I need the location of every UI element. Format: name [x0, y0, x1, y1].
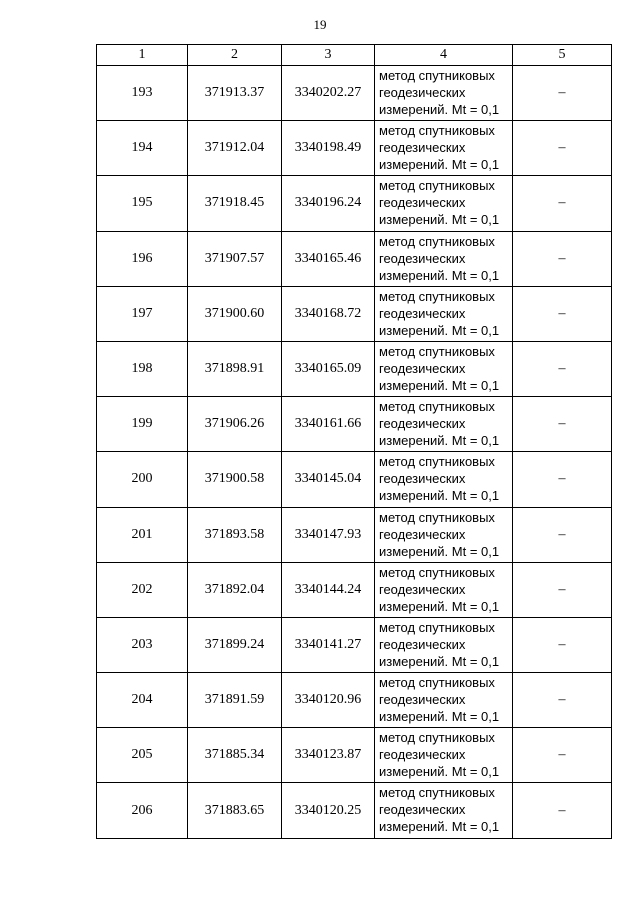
header-col-4: 4: [375, 45, 513, 66]
method-line: измерений. Mt = 0,1: [379, 433, 500, 449]
y-coordinate-cell: 3340123.87: [282, 728, 375, 783]
method-cell: [375, 231, 513, 286]
y-coordinate-cell: 3340196.24: [282, 176, 375, 231]
method-line: измерений. Mt = 0,1: [379, 267, 500, 283]
method-line: измерений. Mt = 0,1: [379, 322, 500, 338]
point-number-cell: 201: [97, 507, 188, 562]
x-coordinate-cell: 371891.59: [188, 673, 282, 728]
method-line: измерений. Mt = 0,1: [379, 819, 500, 835]
table-row: [97, 673, 612, 728]
method-cell: [375, 452, 513, 507]
table-row: [97, 783, 612, 838]
note-cell: –: [513, 176, 612, 231]
method-line: геодезических: [379, 526, 466, 542]
table-row: [97, 562, 612, 617]
note-cell: –: [513, 286, 612, 341]
method-line: метод спутниковых: [379, 785, 495, 801]
point-number-cell: 197: [97, 286, 188, 341]
x-coordinate-cell: 371898.91: [188, 341, 282, 396]
x-coordinate-cell: 371906.26: [188, 397, 282, 452]
point-number-cell: 199: [97, 397, 188, 452]
method-line: метод спутниковых: [379, 509, 495, 525]
method-line: метод спутниковых: [379, 233, 495, 249]
method-cell: [375, 176, 513, 231]
method-line: метод спутниковых: [379, 730, 495, 746]
y-coordinate-cell: 3340144.24: [282, 562, 375, 617]
method-line: измерений. Mt = 0,1: [379, 377, 500, 393]
y-coordinate-cell: 3340198.49: [282, 121, 375, 176]
method-line: измерений. Mt = 0,1: [379, 212, 500, 228]
y-coordinate-cell: 3340120.96: [282, 673, 375, 728]
y-coordinate-cell: 3340141.27: [282, 617, 375, 672]
table-row: [97, 176, 612, 231]
table-header-row: [97, 45, 612, 66]
y-coordinate-cell: 3340147.93: [282, 507, 375, 562]
method-line: измерений. Mt = 0,1: [379, 709, 500, 725]
x-coordinate-cell: 371885.34: [188, 728, 282, 783]
point-number-cell: 200: [97, 452, 188, 507]
method-line: геодезических: [379, 305, 466, 321]
header-col-1: 1: [97, 45, 188, 66]
method-line: метод спутниковых: [379, 564, 495, 580]
note-cell: –: [513, 231, 612, 286]
x-coordinate-cell: 371893.58: [188, 507, 282, 562]
method-line: измерений. Mt = 0,1: [379, 488, 500, 504]
method-line: геодезических: [379, 140, 466, 156]
table-row: [97, 452, 612, 507]
method-cell: [375, 397, 513, 452]
x-coordinate-cell: 371912.04: [188, 121, 282, 176]
method-line: геодезических: [379, 692, 466, 708]
method-line: измерений. Mt = 0,1: [379, 598, 500, 614]
y-coordinate-cell: 3340120.25: [282, 783, 375, 838]
y-coordinate-cell: 3340145.04: [282, 452, 375, 507]
method-line: геодезических: [379, 471, 466, 487]
method-line: метод спутниковых: [379, 454, 495, 470]
table-row: [97, 341, 612, 396]
method-cell: [375, 673, 513, 728]
method-line: метод спутниковых: [379, 68, 495, 83]
method-cell: [375, 783, 513, 838]
method-cell: [375, 121, 513, 176]
note-cell: –: [513, 66, 612, 121]
method-line: измерений. Mt = 0,1: [379, 764, 500, 780]
method-line: метод спутниковых: [379, 619, 495, 635]
note-cell: –: [513, 673, 612, 728]
page-number: 19: [313, 17, 327, 32]
point-number-cell: 198: [97, 341, 188, 396]
method-line: геодезических: [379, 195, 466, 211]
x-coordinate-cell: 371883.65: [188, 783, 282, 838]
y-coordinate-cell: 3340165.46: [282, 231, 375, 286]
method-line: измерений. Mt = 0,1: [379, 102, 500, 117]
table-body: [97, 66, 612, 839]
x-coordinate-cell: 371900.60: [188, 286, 282, 341]
method-cell: [375, 562, 513, 617]
y-coordinate-cell: 3340168.72: [282, 286, 375, 341]
method-cell: [375, 341, 513, 396]
method-line: геодезических: [379, 636, 466, 652]
header-col-3: 3: [282, 45, 375, 66]
method-line: метод спутниковых: [379, 675, 495, 691]
point-number-cell: 194: [97, 121, 188, 176]
method-line: метод спутниковых: [379, 399, 495, 415]
method-line: геодезических: [379, 85, 466, 100]
x-coordinate-cell: 371907.57: [188, 231, 282, 286]
x-coordinate-cell: 371900.58: [188, 452, 282, 507]
point-number-cell: 204: [97, 673, 188, 728]
point-number-cell: 195: [97, 176, 188, 231]
method-line: измерений. Mt = 0,1: [379, 653, 500, 669]
method-line: геодезических: [379, 802, 466, 818]
method-line: геодезических: [379, 250, 466, 266]
method-cell: [375, 617, 513, 672]
method-cell: [375, 507, 513, 562]
method-line: геодезических: [379, 360, 466, 376]
method-line: метод спутниковых: [379, 288, 495, 304]
y-coordinate-cell: 3340165.09: [282, 341, 375, 396]
point-number-cell: 196: [97, 231, 188, 286]
coordinates-table: [96, 44, 612, 839]
header-col-5: 5: [513, 45, 612, 66]
method-cell: [375, 66, 513, 121]
point-number-cell: 206: [97, 783, 188, 838]
table-row: [97, 121, 612, 176]
x-coordinate-cell: 371913.37: [188, 66, 282, 121]
note-cell: –: [513, 397, 612, 452]
method-cell: [375, 728, 513, 783]
method-line: геодезических: [379, 747, 466, 763]
x-coordinate-cell: 371918.45: [188, 176, 282, 231]
note-cell: –: [513, 452, 612, 507]
table-row: [97, 397, 612, 452]
y-coordinate-cell: 3340161.66: [282, 397, 375, 452]
note-cell: –: [513, 341, 612, 396]
method-line: измерений. Mt = 0,1: [379, 543, 500, 559]
table-row: [97, 231, 612, 286]
method-line: геодезических: [379, 581, 466, 597]
note-cell: –: [513, 507, 612, 562]
point-number-cell: 202: [97, 562, 188, 617]
note-cell: –: [513, 783, 612, 838]
table-row: [97, 728, 612, 783]
method-line: измерений. Mt = 0,1: [379, 157, 500, 173]
note-cell: –: [513, 121, 612, 176]
method-cell: [375, 286, 513, 341]
method-line: метод спутниковых: [379, 123, 495, 139]
table-row: [97, 507, 612, 562]
method-line: метод спутниковых: [379, 343, 495, 359]
point-number-cell: 205: [97, 728, 188, 783]
table-row: [97, 617, 612, 672]
x-coordinate-cell: 371892.04: [188, 562, 282, 617]
point-number-cell: 193: [97, 66, 188, 121]
x-coordinate-cell: 371899.24: [188, 617, 282, 672]
y-coordinate-cell: 3340202.27: [282, 66, 375, 121]
header-col-2: 2: [188, 45, 282, 66]
point-number-cell: 203: [97, 617, 188, 672]
table-row: [97, 66, 612, 121]
note-cell: –: [513, 617, 612, 672]
note-cell: –: [513, 562, 612, 617]
method-line: метод спутниковых: [379, 178, 495, 194]
method-line: геодезических: [379, 416, 466, 432]
note-cell: –: [513, 728, 612, 783]
table-row: [97, 286, 612, 341]
